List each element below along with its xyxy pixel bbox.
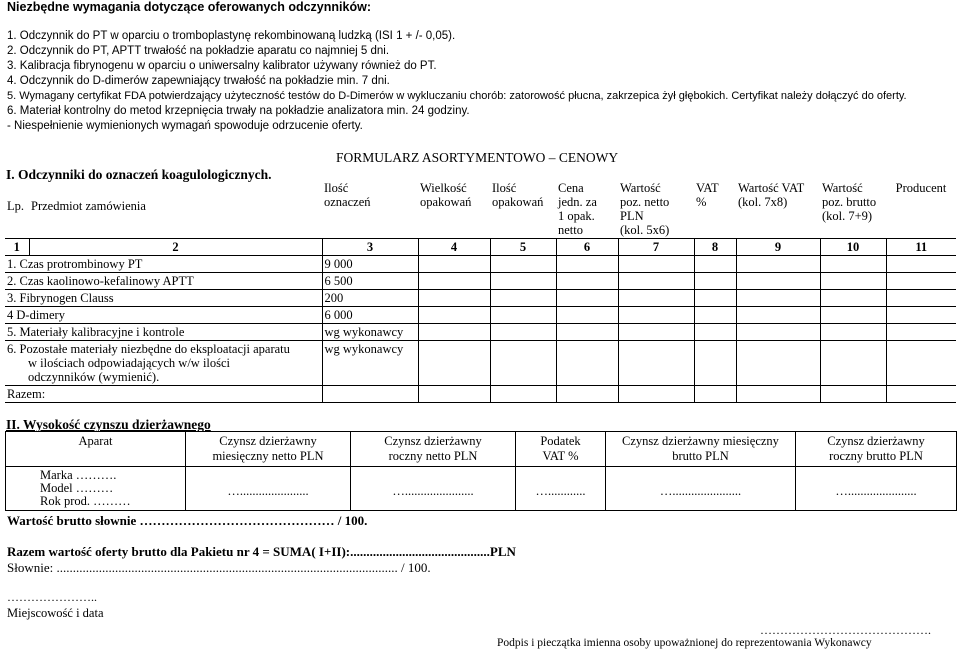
- requirement-3: 3. Kalibracja fibrynogenu w oparciu o uniwersalny kalibrator używany również do PT.: [7, 60, 437, 72]
- item-name: 2. Czas kaolinowo-kefalinowy APTT: [5, 273, 322, 290]
- rent-cell: …............: [516, 467, 606, 511]
- item-name: 5. Materiały kalibracyjne i kontrole: [5, 324, 322, 341]
- col-number: 8: [694, 239, 736, 256]
- col-vat: VAT %: [694, 180, 736, 239]
- col-gross-value: Wartość poz. brutto (kol. 7+9): [820, 180, 886, 239]
- products-table: [5, 180, 956, 403]
- signature-dots: …………………………………….: [760, 623, 931, 637]
- rent-col-device: Aparat: [6, 432, 186, 467]
- col-producer: Producent: [886, 180, 956, 239]
- col-qty-tests: Ilość oznaczeń: [322, 180, 418, 239]
- item-qty: 6 000: [322, 307, 418, 324]
- requirement-note: - Niespełnienie wymienionych wymagań spowoduje odrzucenie oferty.: [7, 120, 363, 132]
- rent-col-monthly-gross: Czynsz dzierżawny miesięczny brutto PLN: [606, 432, 796, 467]
- item-name: 4 D-dimery: [5, 307, 322, 324]
- total-offer: Razem wartość oferty brutto dla Pakietu nr 4 = SUMA( I+II):...........................................PLN: [7, 544, 516, 559]
- col-number: 5: [490, 239, 556, 256]
- rent-col-vat: Podatek VAT %: [516, 432, 606, 467]
- rent-cell: …......................: [186, 467, 351, 511]
- col-number: 10: [820, 239, 886, 256]
- rent-cell: …......................: [351, 467, 516, 511]
- rent-col-yearly-gross: Czynsz dzierżawny roczny brutto PLN: [796, 432, 957, 467]
- col-number: 2: [29, 239, 322, 256]
- item-name: 1. Czas protrombinowy PT: [5, 256, 322, 273]
- requirement-1: 1. Odczynnik do PT w oparciu o tromboplastynę rekombinowaną ludzką (ISI 1 + /- 0,05).: [7, 30, 456, 42]
- section2-title: II. Wysokość czynszu dzierżawnego: [6, 417, 211, 432]
- total-label: Razem:: [5, 386, 322, 403]
- rent-col-yearly-net: Czynsz dzierżawny roczny netto PLN: [351, 432, 516, 467]
- table-row: [5, 256, 956, 273]
- device-fields: Marka ………. Model ……… Rok prod. ………: [6, 467, 186, 511]
- form-title: FORMULARZ ASORTYMENTOWO – CENOWY: [336, 150, 619, 165]
- requirement-4: 4. Odczynnik do D-dimerów zapewniający trwałość na pokładzie min. 7 dni.: [7, 75, 390, 87]
- rent-header-row: [6, 432, 957, 467]
- table-row: [5, 307, 956, 324]
- rent-table: [5, 431, 957, 511]
- table-row: [5, 290, 956, 307]
- item-qty: 6 500: [322, 273, 418, 290]
- rent-col-monthly-net: Czynsz dzierżawny miesięczny netto PLN: [186, 432, 351, 467]
- words-line: Słownie: ......................................................................................................... / 100.: [7, 560, 431, 575]
- requirement-2: 2. Odczynnik do PT, APTT trwałość na pokładzie aparatu co najmniej 5 dni.: [7, 45, 390, 57]
- rent-cell: …......................: [796, 467, 957, 511]
- section1-title: I. Odczynniki do oznaczeń koagulologicznych.: [6, 167, 272, 182]
- page-title: Niezbędne wymagania dotyczące oferowanych odczynników:: [7, 0, 371, 14]
- place-date-label: Miejscowość i data: [7, 606, 104, 620]
- total-row: [5, 386, 956, 403]
- col-pack-qty: Ilość opakowań: [490, 180, 556, 239]
- signature-label: Podpis i pieczątka imienna osoby upoważnionej do reprezentowania Wykonawcy: [497, 637, 872, 649]
- col-number: 6: [556, 239, 618, 256]
- col-lp: Lp.: [5, 180, 29, 239]
- item-qty: 9 000: [322, 256, 418, 273]
- requirement-5: 5. Wymagany certyfikat FDA potwierdzający użyteczność testów do D-Dimerów w wykluczaniu chorób: zatorowość płucna, zakrzepica żył głębokich. Certyfikat należy dołączyć do oferty.: [7, 90, 907, 102]
- item-qty: wg wykonawcy: [322, 341, 418, 386]
- table-row: [5, 324, 956, 341]
- table-row: [5, 273, 956, 290]
- table-header-row: [5, 180, 956, 239]
- col-item: Przedmiot zamówienia: [29, 180, 322, 239]
- rent-data-row: [6, 467, 957, 511]
- col-number: 4: [418, 239, 490, 256]
- col-net-value: Wartość poz. netto PLN (kol. 5x6): [618, 180, 694, 239]
- gross-in-words: Wartość brutto słownie ……………………………………… / 100.: [7, 513, 368, 528]
- col-number: 11: [886, 239, 956, 256]
- col-pack-size: Wielkość opakowań: [418, 180, 490, 239]
- place-date-dots: …………………..: [7, 590, 97, 604]
- col-number: 7: [618, 239, 694, 256]
- col-unit-price: Cena jedn. za 1 opak. netto: [556, 180, 618, 239]
- item-qty: 200: [322, 290, 418, 307]
- col-number: 9: [736, 239, 820, 256]
- column-numbers-row: [5, 239, 956, 256]
- item-qty: wg wykonawcy: [322, 324, 418, 341]
- table-row: [5, 341, 956, 386]
- col-number: 3: [322, 239, 418, 256]
- rent-cell: …......................: [606, 467, 796, 511]
- col-vat-value: Wartość VAT (kol. 7x8): [736, 180, 820, 239]
- col-number: 1: [5, 239, 29, 256]
- requirement-6: 6. Materiał kontrolny do metod krzepnięcia trwały na pokładzie analizatora min. 24 godziny.: [7, 105, 470, 117]
- item-name: 3. Fibrynogen Clauss: [5, 290, 322, 307]
- item-name: 6. Pozostałe materiały niezbędne do eksploatacji aparatu w ilościach odpowiadających w/w ilości odczynników (wymienić).: [5, 341, 322, 386]
